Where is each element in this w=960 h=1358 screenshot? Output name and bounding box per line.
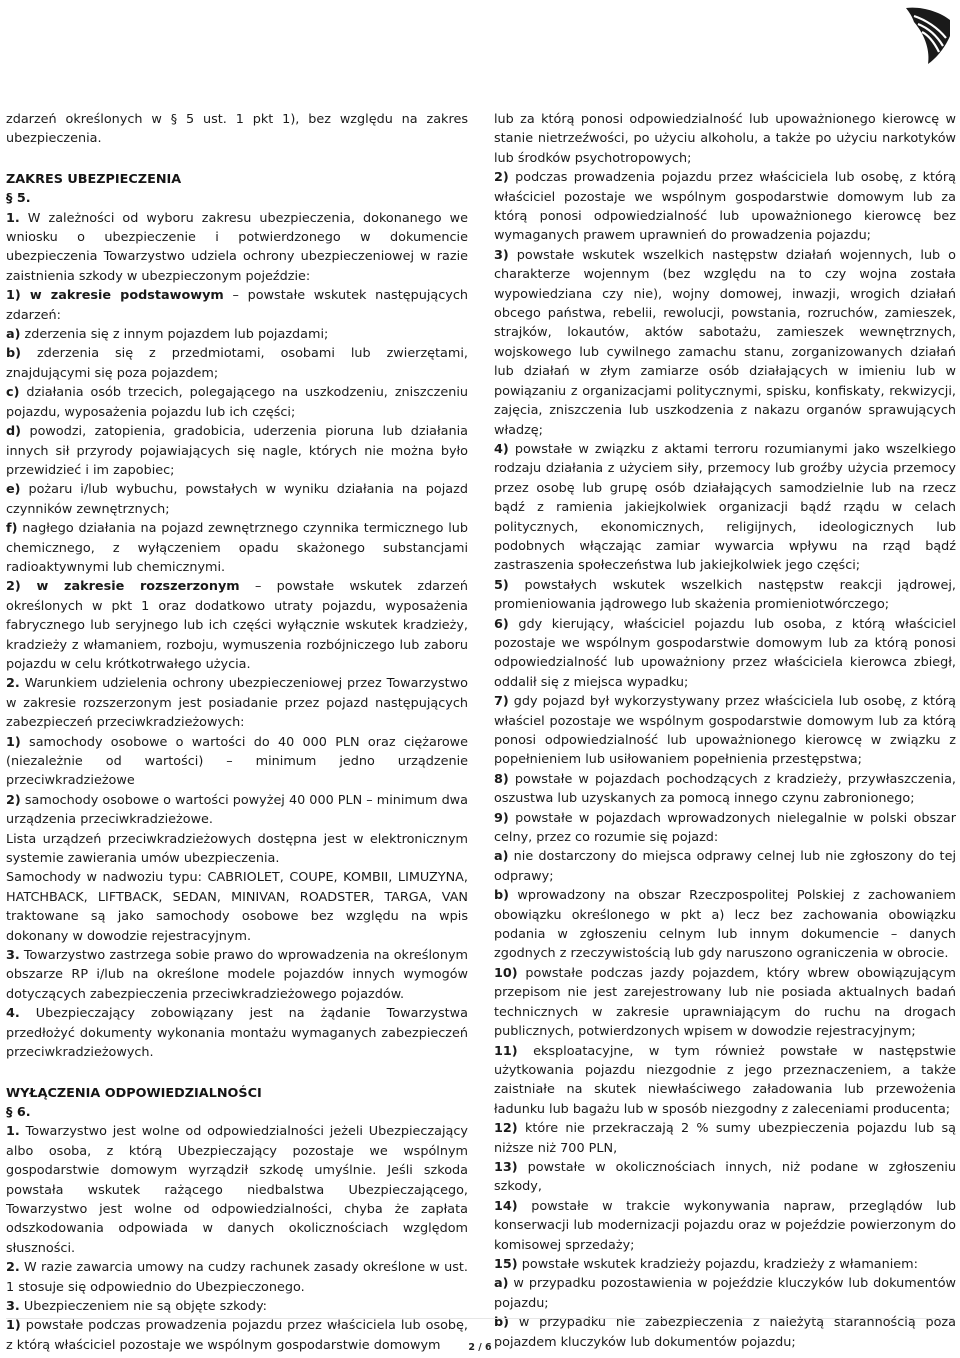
list-item: b) wprowadzony na obszar Rzeczpospolitej Polskiej z zachowaniem obowiązku określonego w pkt a) lecz bez zachowania obowiązku podania w zgłoszeniu celnym lub innym dokumencie – danych zgodnych z rzeczywistością lub gdy naruszono ograniczenia w obrocie.: [494, 888, 956, 962]
wing-shield-logo-icon: [904, 6, 952, 66]
list-item: 13) powstałe w okolicznościach innych, niż podane w zgłoszeniu szkody,: [494, 1159, 956, 1195]
paragraph: Lista urządzeń przeciwkradzieżowych dostępna jest w elektronicznym systemie zawierania umów ubezpieczenia.: [6, 831, 468, 867]
paragraph: Samochody w nadwoziu typu: CABRIOLET, COUPE, KOMBII, LIMUZYNA, HATCHBACK, LIFTBACK, SEDAN, MINIVAN, ROADSTER, TARGA, VAN traktowane są jako samochody osobowe bez względu na wpis dokonany w dowodzie rejestracyjnym.: [6, 870, 468, 944]
list-item: 5) powstałych wskutek wszelkich następstw reakcji jądrowej, promieniowania jądrowego lub skażenia promieniotwórczego;: [494, 577, 956, 613]
list-item: 15) powstałe wskutek kradzieży pojazdu, kradzieży z włamaniem:: [494, 1256, 918, 1272]
list-item: 10) powstałe podczas jazdy pojazdem, który wbrew obowiązującym przepisom nie jest zarejestrowany lub nie posiada aktualnych badań technicznych w zakresie uprawniającym do ruchu na drogach publicznych, potwierdzonych wpisem w dowodzie rejestracyjnym;: [494, 965, 956, 1040]
list-item: 1) samochody osobowe o wartości do 40 000 PLN oraz ciężarowe (niezależnie od wartości) – minimum jedno urządzenie przeciwkradzieżowe: [6, 734, 468, 789]
section-heading-scope: ZAKRES UBEZPIECZENIA: [6, 171, 182, 187]
list-item: 3) powstałe wskutek wszelkich następstw działań wojennych, lub o charakterze wojennym (bez względu na to czy wojna została wypowiedziana czy nie), wojny domowej, inwazji, wrogich działań obcego państwa, rebelii, rewolucji, powstania, rozruchów, zamieszek, strajków, lokautów, aktów sabotażu, zamieszek wewnętrznych, wojskowego lub cywilnego zamachu stanu, zorganizowanych działań lub działań w złym zamiarze osób działających w imieniu lub w powiązaniu z organizacjami politycznymi, spisku, konfiskaty, rekwizycji, zajęcia, zniszczenia lub uszkodzenia z nakazu organów sprawujących władzę;: [494, 247, 956, 438]
clause: 4. Ubezpieczający zobowiązany jest na żądanie Towarzystwa przedłożyć dokumenty wykonania montażu wymaganych zabezpieczeń przeciwkradzieżowych.: [6, 1006, 468, 1061]
clause: 2) w zakresie rozszerzonym – powstałe wskutek zdarzeń określonych w pkt 1 oraz dodatkowo utraty pojazdu, wyposażenia fabrycznego lub seryjnego lub ich części wyłącznie wskutek kradzieży, kradzieży z włamaniem, rozboju, wymuszenia rozbójniczego lub zaboru pojazdu w celu krótkotrwałego użycia.: [6, 579, 468, 672]
section-heading-exclusions: WYŁĄCZENIA ODPOWIEDZIALNOŚCI: [6, 1085, 262, 1101]
list-item: 8) powstałe w pojazdach pochodzących z kradzieży, przywłaszczenia, oszustwa lub uzyskanych za pomocą innego czynu zabronionego;: [494, 771, 956, 807]
clause: 2. W razie zawarcia umowy na cudzy rachunek zasady określone w ust. 1 stosuje się odpowiednio do Ubezpieczonego.: [6, 1260, 468, 1295]
paragraph: lub za którą ponosi odpowiedzialność lub upoważnionego kierowcę w stanie nietrzeźwości, po użyciu alkoholu, a także po użyciu narkotyków lub środków psychotropowych;: [494, 112, 956, 166]
list-item: 6) gdy kierujący, właściciel pojazdu lub osoba, z którą właściciel pozostaje we wspólnym gospodarstwie domowym lub za którą ponosi odpowiedzialność lub upoważniony przez właściciela kierowca zbiegł, oddalił się z miejsca wypadku;: [494, 616, 956, 690]
clause: 1. Towarzystwo jest wolne od odpowiedzialności jeżeli Ubezpieczający albo osoba, z którą Ubezpieczający pozostaje we wspólnym gospodarstwie domowym wyrządził szkodę umyślnie. Jeśli szkoda powstała wskutek rażącego niedbalstwa Ubezpieczającego, Towarzystwo jest wolne od odpowiedzialności, chyba że zapłata odszkodowania odpowiada w danych okolicznościach względom słuszności.: [6, 1124, 468, 1256]
footer-divider: [6, 1318, 954, 1319]
clause: 1) w zakresie podstawowym – powstałe wskutek następujących zdarzeń:: [6, 288, 468, 323]
list-item: 1) powstałe podczas prowadzenia pojazdu przez właściciela lub osobę, z którą właściciel pozostaje we wspólnym gospodarstwie domowym: [6, 1318, 468, 1353]
list-item: f) nagłego działania na pojazd zewnętrznego czynnika termicznego lub chemicznego, z wyłączeniem opadu skażonego substancjami radioaktywnymi lub chemicznymi.: [6, 521, 468, 575]
list-item: 2) samochody osobowe o wartości powyżej 40 000 PLN – minimum dwa urządzenia przeciwkradzieżowe.: [6, 792, 468, 828]
list-item: c) działania osób trzecich, polegającego na uszkodzeniu, zniszczeniu pojazdu, wyposażenia pojazdu lub ich części;: [6, 385, 468, 420]
list-item: 7) gdy pojazd był wykorzystywany przez właściciela lub osobę, z którą właściel pozostaje we wspólnym gospodarstwie domowym lub za którą ponosi odpowiedzialność lub upoważnionego kierowcę w związku z popełnieniem lub usiłowaniem popełnienia przestępstwa;: [494, 694, 956, 768]
list-item: b) zderzenia się z przedmiotami, osobami lub zwierzętami, znajdującymi się poza pojazdem;: [6, 346, 468, 381]
list-item: a) w przypadku pozostawienia w pojeździe kluczyków lub dokumentów pojazdu;: [494, 1276, 956, 1311]
list-item: 9) powstałe w pojazdach wprowadzonych nielegalnie w polski obszar celny, przez co rozumie się pojazd:: [494, 810, 956, 846]
list-item: 2) podczas prowadzenia pojazdu przez właściciela lub osobę, z którą właściciel pozostaje we wspólnym gospodarstwie domowym lub za którą ponosi odpowiedzialność lub upoważnionego kierowcę bez wymaganych prawem uprawnień do prowadzenia pojazdu;: [494, 170, 956, 244]
intro-paragraph: zdarzeń określonych w § 5 ust. 1 pkt 1), bez względu na zakres ubezpieczenia.: [6, 112, 468, 147]
page-number: 2 / 6: [468, 1342, 492, 1353]
left-column: [6, 110, 468, 1355]
list-item: d) powodzi, zatopienia, gradobicia, uderzenia pioruna lub działania innych sił przyrody pojawiających się nagle, których nie można było przewidzieć i im zapobiec;: [6, 424, 468, 478]
list-item: 14) powstałe w trakcie wykonywania napraw, przeglądów lub konserwacji lub modernizacji pojazdu oraz w pojeździe powierzonym do komisowej sprzedaży;: [494, 1198, 956, 1253]
list-item: a) nie dostarczony do miejsca odprawy celnej lub nie zgłoszony do tej odprawy;: [494, 849, 956, 884]
clause: 2. Warunkiem udzielenia ochrony ubezpieczeniowej przez Towarzystwo w zakresie rozszerzonym jest posiadanie przez pojazd następujących zabezpieczeń przeciwkradzieżowych:: [6, 676, 468, 731]
list-item: e) pożaru i/lub wybuchu, powstałych w wyniku działania na pojazd czynników zewnętrznych;: [6, 482, 468, 517]
clause: 3. Ubezpieczeniem nie są objęte szkody:: [6, 1298, 267, 1314]
list-item: 11) eksploatacyjne, w tym również powstałe w następstwie użytkowania pojazdu niezgodnie z jego przeznaczeniem, a także zaistniałe na skutek niewłaściwego załadowania lub przewożenia ładunku lub bagażu lub w sposób niezgodny z zaleceniami producenta;: [494, 1043, 956, 1117]
right-column: [494, 110, 956, 1352]
list-item: a) zderzenia się z innym pojazdem lub pojazdami;: [6, 327, 329, 343]
list-item: 4) powstałe w związku z aktami terroru rozumianymi jako wszelkiego rodzaju działania z użyciem siły, przemocy lub groźby użycia przemocy przez osobę lub grupę osób działających samodzielnie lub na rzecz bądź z ramienia jakiejkolwiek organizacji bądź rządu w celach politycznych, ekonomicznych, religijnych, ideologicznych lub podobnych włączając zamiar wywarcia wpływu na rząd bądź zastraszenia społeczeństwa lub jakiejkolwiek jego części;: [494, 441, 956, 574]
clause: 3. Towarzystwo zastrzega sobie prawo do wprowadzenia na określonym obszarze RP i/lub na określone modele pojazdów innych wymogów dotyczących zabezpieczenia przeciwkradzieżowego pojazdów.: [6, 948, 468, 1002]
list-item: 12) które nie przekraczają 2 % sumy ubezpieczenia pojazdu lub są niższe niż 700 PLN,: [494, 1121, 956, 1156]
list-item: b) w przypadku nie zabezpieczenia z należytą starannością poza pojazdem kluczyków lub dokumentów pojazdu;: [494, 1315, 956, 1350]
section-number: § 5.: [6, 191, 31, 207]
clause: 1. W zależności od wyboru zakresu ubezpieczenia, dokonanego we wniosku o ubezpieczenie i potwierdzonego w dokumencie ubezpieczenia Towarzystwo udziela ochrony ubezpieczeniowej w razie zaistnienia szkody w ubezpieczonym pojeździe:: [6, 210, 468, 284]
section-number: § 6.: [6, 1104, 31, 1120]
